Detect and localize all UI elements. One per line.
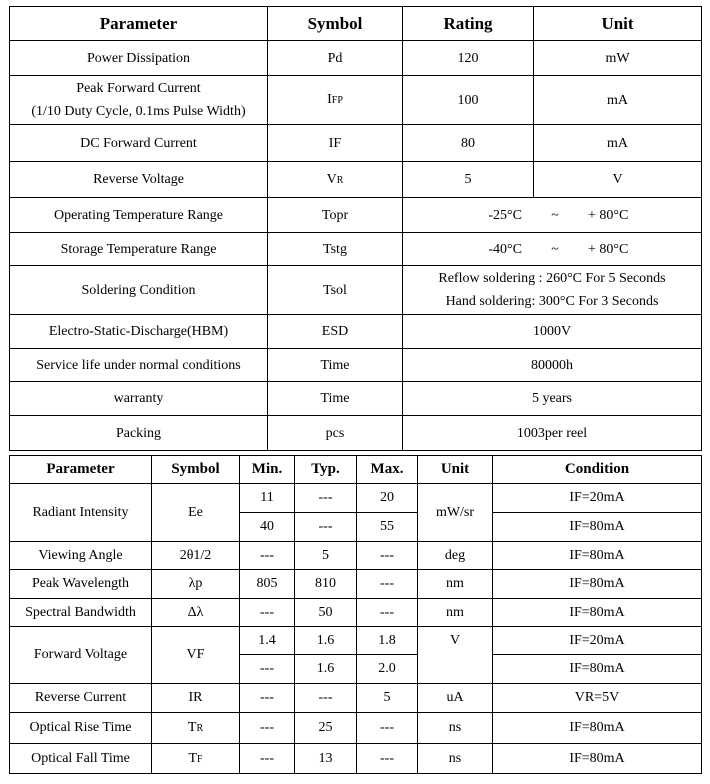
param-cell: Service life under normal conditions bbox=[10, 349, 268, 382]
header-rating: Rating bbox=[403, 7, 534, 41]
header-condition: Condition bbox=[493, 456, 702, 484]
param-cell: warranty bbox=[10, 382, 268, 416]
characteristics-table bbox=[9, 455, 702, 774]
param-cell bbox=[10, 76, 268, 125]
header-max: Max. bbox=[357, 456, 418, 484]
typ-cell: 1.6 bbox=[295, 627, 357, 655]
header-min: Min. bbox=[240, 456, 295, 484]
ratings-header-row bbox=[10, 7, 702, 41]
symbol-main: I bbox=[327, 92, 332, 107]
table-row bbox=[10, 198, 702, 233]
param-cell: Operating Temperature Range bbox=[10, 198, 268, 233]
symbol-cell bbox=[268, 162, 403, 198]
symbol-cell: Tstg bbox=[268, 233, 403, 266]
value-cell: 1003per reel bbox=[403, 416, 702, 451]
max-cell: 5 bbox=[357, 684, 418, 713]
table-row bbox=[10, 713, 702, 744]
header-unit: Unit bbox=[534, 7, 702, 41]
condition-cell: IF=80mA bbox=[493, 599, 702, 627]
condition-cell: VR=5V bbox=[493, 684, 702, 713]
param-cell: Electro-Static-Discharge(HBM) bbox=[10, 315, 268, 349]
param-cell: Optical Rise Time bbox=[10, 713, 152, 744]
table-row bbox=[10, 484, 702, 513]
param-cell: Reverse Current bbox=[10, 684, 152, 713]
condition-cell: IF=80mA bbox=[493, 570, 702, 599]
param-cell: Forward Voltage bbox=[10, 627, 152, 684]
ratings-table bbox=[9, 6, 702, 451]
min-cell: 40 bbox=[240, 513, 295, 542]
min-cell: --- bbox=[240, 713, 295, 744]
unit-cell: ns bbox=[418, 744, 493, 774]
symbol-main: T bbox=[188, 750, 197, 766]
unit-cell: nm bbox=[418, 599, 493, 627]
param-cell: Peak Wavelength bbox=[10, 570, 152, 599]
temperature-range bbox=[403, 204, 701, 227]
symbol-cell bbox=[268, 76, 403, 125]
param-line-2: (1/10 Duty Cycle, 0.1ms Pulse Width) bbox=[31, 104, 246, 119]
typ-cell: --- bbox=[295, 484, 357, 513]
rating-cell: 80 bbox=[403, 125, 534, 162]
range-cell bbox=[403, 198, 702, 233]
rating-cell: 5 bbox=[403, 162, 534, 198]
range-separator: ~ bbox=[551, 207, 559, 223]
param-cell: Packing bbox=[10, 416, 268, 451]
unit-cell: deg bbox=[418, 542, 493, 570]
table-row bbox=[10, 542, 702, 570]
condition-cell: IF=80mA bbox=[493, 513, 702, 542]
symbol-main: V bbox=[326, 171, 337, 187]
range-separator: ~ bbox=[551, 241, 559, 257]
header-parameter: Parameter bbox=[10, 456, 152, 484]
symbol-cell: Time bbox=[268, 382, 403, 416]
typ-cell: 25 bbox=[295, 713, 357, 744]
soldering-cell bbox=[403, 266, 702, 315]
min-cell: --- bbox=[240, 655, 295, 684]
symbol-cell: IF bbox=[268, 125, 403, 162]
min-cell: 1.4 bbox=[240, 627, 295, 655]
condition-cell: IF=80mA bbox=[493, 713, 702, 744]
symbol-subscript: R bbox=[196, 723, 204, 734]
table-row bbox=[10, 41, 702, 76]
unit-cell: V bbox=[534, 162, 702, 198]
symbol-cell: ESD bbox=[268, 315, 403, 349]
param-cell: Power Dissipation bbox=[10, 41, 268, 76]
soldering-line-1: Reflow soldering : 260°C For 5 Seconds bbox=[438, 271, 666, 286]
unit-cell bbox=[418, 655, 493, 684]
symbol-cell: VF bbox=[152, 627, 240, 684]
range-from: -40°C bbox=[488, 241, 522, 257]
symbol-cell: Time bbox=[268, 349, 403, 382]
unit-cell: ns bbox=[418, 713, 493, 744]
table-row bbox=[10, 416, 702, 451]
condition-cell: IF=80mA bbox=[493, 744, 702, 774]
unit-cell: nm bbox=[418, 570, 493, 599]
unit-cell: mA bbox=[534, 125, 702, 162]
max-cell: 20 bbox=[357, 484, 418, 513]
symbol-cell bbox=[152, 744, 240, 774]
table-row bbox=[10, 744, 702, 774]
param-cell: Optical Fall Time bbox=[10, 744, 152, 774]
typ-cell: 810 bbox=[295, 570, 357, 599]
symbol-subscript: FP bbox=[331, 95, 343, 106]
symbol-subscript: F bbox=[197, 753, 203, 765]
max-cell: 55 bbox=[357, 513, 418, 542]
table-row bbox=[10, 684, 702, 713]
value-cell: 80000h bbox=[403, 349, 702, 382]
symbol-cell: Ee bbox=[152, 484, 240, 542]
symbol-cell: Tsol bbox=[268, 266, 403, 315]
table-row bbox=[10, 627, 702, 655]
typ-cell: 1.6 bbox=[295, 655, 357, 684]
min-cell: --- bbox=[240, 744, 295, 774]
rating-cell: 100 bbox=[403, 76, 534, 125]
table-row bbox=[10, 76, 702, 125]
symbol-cell: Pd bbox=[268, 41, 403, 76]
max-cell: 1.8 bbox=[357, 627, 418, 655]
param-cell: Storage Temperature Range bbox=[10, 233, 268, 266]
table-row bbox=[10, 162, 702, 198]
condition-cell: IF=80mA bbox=[493, 655, 702, 684]
symbol-cell bbox=[152, 713, 240, 744]
header-symbol: Symbol bbox=[268, 7, 403, 41]
max-cell: --- bbox=[357, 570, 418, 599]
param-cell: Radiant Intensity bbox=[10, 484, 152, 542]
table-row bbox=[10, 382, 702, 416]
range-to: + 80°C bbox=[588, 241, 629, 257]
unit-cell: V bbox=[418, 627, 493, 655]
typ-cell: --- bbox=[295, 513, 357, 542]
symbol-cell: λp bbox=[152, 570, 240, 599]
max-cell: --- bbox=[357, 599, 418, 627]
table-row bbox=[10, 315, 702, 349]
table-row bbox=[10, 266, 702, 315]
typ-cell: 5 bbox=[295, 542, 357, 570]
rating-cell: 120 bbox=[403, 41, 534, 76]
table-row bbox=[10, 125, 702, 162]
condition-cell: IF=20mA bbox=[493, 484, 702, 513]
typ-cell: 50 bbox=[295, 599, 357, 627]
typ-cell: --- bbox=[295, 684, 357, 713]
header-unit: Unit bbox=[418, 456, 493, 484]
param-cell: Viewing Angle bbox=[10, 542, 152, 570]
value-cell: 1000V bbox=[403, 315, 702, 349]
unit-cell: mW bbox=[534, 41, 702, 76]
max-cell: --- bbox=[357, 744, 418, 774]
temperature-range bbox=[403, 238, 701, 261]
param-cell: Reverse Voltage bbox=[10, 162, 268, 198]
unit-cell: mW/sr bbox=[418, 484, 493, 542]
param-cell: Spectral Bandwidth bbox=[10, 599, 152, 627]
typ-cell: 13 bbox=[295, 744, 357, 774]
symbol-subscript: R bbox=[336, 174, 344, 186]
max-cell: 2.0 bbox=[357, 655, 418, 684]
table-row bbox=[10, 599, 702, 627]
symbol-cell: pcs bbox=[268, 416, 403, 451]
unit-cell: uA bbox=[418, 684, 493, 713]
characteristics-header-row bbox=[10, 456, 702, 484]
range-from: -25°C bbox=[488, 207, 522, 223]
table-row bbox=[10, 233, 702, 266]
symbol-cell: 2θ1/2 bbox=[152, 542, 240, 570]
table-row bbox=[10, 570, 702, 599]
header-typ: Typ. bbox=[295, 456, 357, 484]
value-cell: 5 years bbox=[403, 382, 702, 416]
unit-cell: mA bbox=[534, 76, 702, 125]
header-symbol: Symbol bbox=[152, 456, 240, 484]
symbol-cell: IR bbox=[152, 684, 240, 713]
max-cell: --- bbox=[357, 542, 418, 570]
min-cell: --- bbox=[240, 684, 295, 713]
min-cell: --- bbox=[240, 599, 295, 627]
min-cell: 805 bbox=[240, 570, 295, 599]
min-cell: --- bbox=[240, 542, 295, 570]
range-to: + 80°C bbox=[588, 207, 629, 223]
symbol-cell: Δλ bbox=[152, 599, 240, 627]
max-cell: --- bbox=[357, 713, 418, 744]
symbol-main: T bbox=[187, 720, 197, 735]
condition-cell: IF=20mA bbox=[493, 627, 702, 655]
param-cell: Soldering Condition bbox=[10, 266, 268, 315]
range-cell bbox=[403, 233, 702, 266]
condition-cell: IF=80mA bbox=[493, 542, 702, 570]
symbol-cell: Topr bbox=[268, 198, 403, 233]
table-row bbox=[10, 349, 702, 382]
header-parameter: Parameter bbox=[10, 7, 268, 41]
soldering-line-2: Hand soldering: 300°C For 3 Seconds bbox=[445, 294, 659, 309]
min-cell: 11 bbox=[240, 484, 295, 513]
param-line-1: Peak Forward Current bbox=[76, 81, 201, 96]
param-cell: DC Forward Current bbox=[10, 125, 268, 162]
